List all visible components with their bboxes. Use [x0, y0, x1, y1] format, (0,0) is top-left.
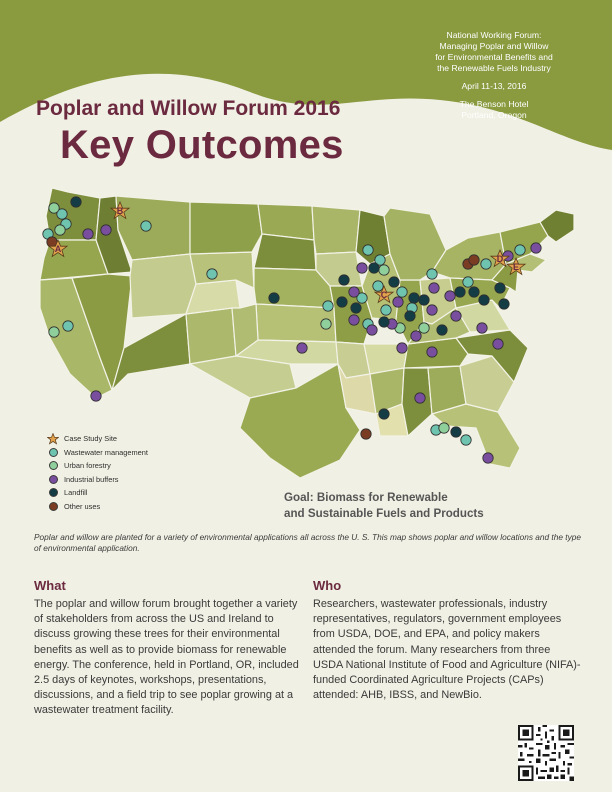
what-heading: What [34, 578, 66, 593]
legend-item [46, 446, 148, 460]
legend-label: Case Study Site [64, 434, 117, 443]
dark-teal-dot-icon [49, 488, 58, 497]
teal-dot-icon [49, 448, 58, 457]
qr-code[interactable] [518, 725, 574, 781]
case-label-d: D [496, 254, 504, 264]
event-name-line: National Working Forum: [446, 30, 542, 40]
title-year: Poplar and Willow Forum 2016 [36, 97, 341, 120]
event-dates: April 11-13, 2016 [461, 81, 527, 91]
case-label-e: E [512, 262, 520, 272]
legend-label: Landfill [64, 488, 88, 497]
event-venue: The Benson Hotel [459, 99, 529, 109]
case-label-b: B [116, 206, 124, 216]
star-icon [46, 433, 60, 445]
event-location: Portland, Oregon [461, 110, 527, 120]
map-caption: Poplar and willow are planted for a variety of environmental applications all across the U. S. This map shows poplar and willow locations and the type of environmental application. [34, 532, 581, 553]
purple-dot-icon [49, 475, 58, 484]
legend-item [46, 459, 148, 473]
event-name-line: for Environmental Benefits and [435, 52, 553, 62]
legend-item [46, 473, 148, 487]
map-legend [46, 432, 148, 513]
case-label-c: C [380, 290, 388, 300]
event-name-line: Managing Poplar and Willow [439, 41, 549, 51]
who-heading: Who [313, 578, 342, 593]
case-label-a: A [54, 244, 62, 254]
brown-dot-icon [49, 502, 58, 511]
legend-item [46, 432, 148, 446]
legend-label: Wastewater management [64, 447, 148, 457]
legend-item [46, 500, 148, 514]
page-title: Key Outcomes [60, 123, 344, 167]
legend-label: Other uses [64, 501, 101, 511]
goal-line: and Sustainable Fuels and Products [284, 507, 484, 520]
light-green-dot-icon [49, 461, 58, 470]
event-name-line: the Renewable Fuels Industry [437, 63, 551, 73]
legend-item [46, 486, 148, 500]
goal-statement [284, 490, 524, 522]
who-body: Researchers, wastewater professionals, industry representatives, regulators, government employees from USDA, DOE, and EPA, and policy makers attended the forum. Many researchers from three USDA National Institute of Food and Agriculture (NIFA)-funded Coordinated Agriculture Projects (CAPs) attended: AHB, IBSS, and NewBio. [313, 598, 581, 702]
goal-line: Goal: Biomass for Renewable [284, 491, 448, 504]
legend-label: Industrial buffers [64, 474, 119, 484]
legend-label: Urban forestry [64, 461, 111, 470]
what-body: The poplar and willow forum brought together a variety of stakeholders from across the US and Ireland to discuss growing these trees for their environmental benefits as well as to provide biomass for renewable energy. The conference, held in Portland, OR, included 2.5 days of keynotes, workshops, presentations, discussions, and a field trip to see poplar growing at a wastewater treatment facility. [34, 598, 299, 717]
event-info [414, 30, 574, 121]
